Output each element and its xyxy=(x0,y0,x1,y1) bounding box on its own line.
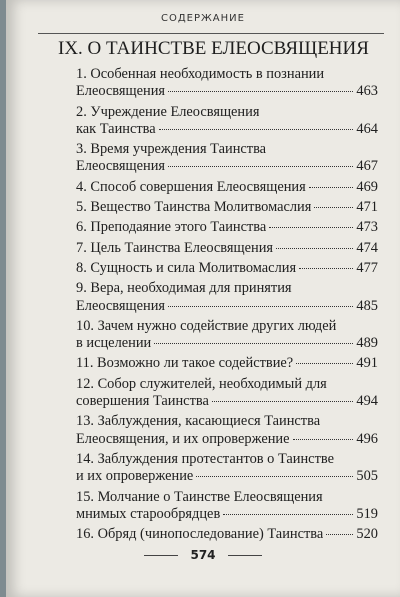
toc-entry-line xyxy=(76,318,378,335)
toc-entry-title: 3. Время учреждения Таинства xyxy=(76,141,267,158)
toc-entry-title-continued: Елеосвящения xyxy=(76,158,166,175)
header-rule xyxy=(38,33,384,34)
toc-entry-line xyxy=(76,179,378,196)
dot-leader xyxy=(154,343,353,344)
toc-entry xyxy=(76,489,378,524)
toc-entry-title: 10. Зачем нужно содействие других людей xyxy=(76,317,337,334)
toc-entry-line xyxy=(76,431,378,448)
toc-entry-line xyxy=(76,526,378,543)
toc-entry-line xyxy=(76,141,378,158)
toc-entry xyxy=(76,526,378,543)
toc-page-number: 464 xyxy=(356,120,378,137)
toc-page-number: 491 xyxy=(356,355,378,372)
dot-leader xyxy=(276,248,353,249)
toc-entry-line xyxy=(76,104,378,121)
toc-entry-line xyxy=(76,393,378,410)
toc-entry xyxy=(76,66,378,101)
toc-entry-title: 2. Учреждение Елеосвящения xyxy=(76,103,260,120)
dot-leader xyxy=(159,129,354,130)
dot-leader xyxy=(314,207,353,208)
toc-entry-line xyxy=(76,335,378,352)
toc-entry-title: 4. Способ совершения Елеосвящения xyxy=(76,178,306,195)
toc-entry-title: 11. Возможно ли такое содействие? xyxy=(76,355,294,372)
toc-entry-title-continued: в исцелении xyxy=(76,335,152,352)
dot-leader xyxy=(296,363,353,364)
toc-entry-title: 12. Собор служителей, необходимый для xyxy=(76,375,327,392)
toc-entry-title: 6. Преподаяние этого Таинства xyxy=(76,219,267,236)
toc-entry-title-continued: Елеосвящения, и их опровержение xyxy=(76,430,290,447)
dot-leader xyxy=(212,401,354,402)
toc-entry xyxy=(76,318,378,353)
toc-entry xyxy=(76,104,378,139)
toc-entry-title: 15. Молчание о Таинстве Елеосвящения xyxy=(76,488,323,505)
toc-entry-title: 9. Вера, необходимая для принятия xyxy=(76,280,292,297)
toc-page-number: 471 xyxy=(356,199,378,216)
section-title: IX. О ТАИНСТВЕ ЕЛЕОСВЯЩЕНИЯ xyxy=(58,38,369,59)
toc-entry xyxy=(76,260,378,277)
toc-entry-line xyxy=(76,489,378,506)
toc-page-number: 505 xyxy=(356,468,378,485)
dot-leader xyxy=(168,91,353,92)
running-head: СОДЕРЖАНИЕ xyxy=(161,13,245,24)
toc-entry-line xyxy=(76,355,378,372)
toc-entry-line xyxy=(76,468,378,485)
toc-entry-title: 16. Обряд (чинопоследование) Таинства xyxy=(76,526,324,543)
toc-entry xyxy=(76,376,378,411)
toc-entry-title-continued: и их опровержение xyxy=(76,468,194,485)
toc-entry-line xyxy=(76,83,378,100)
toc-entry-line xyxy=(76,66,378,83)
toc-entry xyxy=(76,219,378,236)
toc-entry-title-continued: как Таинства xyxy=(76,120,156,137)
dot-leader xyxy=(168,306,353,307)
page-footer xyxy=(6,548,400,562)
toc-entry-title-continued: Елеосвящения xyxy=(76,83,166,100)
toc-entry-title-continued: мнимых старообрядцев xyxy=(76,505,221,522)
toc-entry-line xyxy=(76,280,378,297)
page-number: 574 xyxy=(190,548,216,562)
dot-leader xyxy=(168,166,353,167)
toc-entry-title: 1. Особенная необходимость в познании xyxy=(76,66,325,82)
toc-page-number: 473 xyxy=(356,219,378,236)
dot-leader xyxy=(196,476,353,477)
toc-entry-line xyxy=(76,451,378,468)
folio-dash-left xyxy=(144,555,178,556)
toc-entry-line xyxy=(76,158,378,175)
toc-entry xyxy=(76,451,378,486)
toc-page-number: 477 xyxy=(356,259,378,276)
toc-page-number: 494 xyxy=(356,393,378,410)
dot-leader xyxy=(309,187,354,188)
toc-entry-line xyxy=(76,121,378,138)
toc-entry xyxy=(76,141,378,176)
toc-page-number: 485 xyxy=(356,297,378,314)
toc-entry-line xyxy=(76,219,378,236)
toc-entry-line xyxy=(76,260,378,277)
toc-entry xyxy=(76,413,378,448)
toc-page-number: 469 xyxy=(356,178,378,195)
toc-page-number: 496 xyxy=(356,430,378,447)
toc-entry-line xyxy=(76,376,378,393)
dot-leader xyxy=(299,268,353,269)
dot-leader xyxy=(269,227,353,228)
toc-entry xyxy=(76,199,378,216)
toc-page-number: 463 xyxy=(356,83,378,100)
dot-leader xyxy=(293,439,354,440)
toc-entry xyxy=(76,179,378,196)
book-page xyxy=(6,0,400,597)
toc-entry xyxy=(76,240,378,257)
toc-entry-title: 8. Сущность и сила Молитвомаслия xyxy=(76,259,297,276)
toc-entry-title-continued: совершения Таинства xyxy=(76,393,209,410)
toc-entry-line xyxy=(76,240,378,257)
toc-entry-line xyxy=(76,413,378,430)
table-of-contents xyxy=(76,66,378,546)
toc-page-number: 467 xyxy=(356,158,378,175)
toc-entry xyxy=(76,280,378,315)
toc-entry-title: 5. Вещество Таинства Молитвомаслия xyxy=(76,199,312,216)
toc-entry-line xyxy=(76,506,378,523)
dot-leader xyxy=(223,514,353,515)
toc-page-number: 519 xyxy=(356,505,378,522)
toc-entry-line xyxy=(76,199,378,216)
toc-page-number: 520 xyxy=(356,526,378,543)
toc-page-number: 489 xyxy=(356,335,378,352)
toc-entry xyxy=(76,355,378,372)
toc-entry-title: 13. Заблуждения, касающиеся Таинства xyxy=(76,413,321,430)
toc-page-number: 474 xyxy=(356,239,378,256)
toc-entry-title: 14. Заблуждения протестантов о Таинстве xyxy=(76,450,334,467)
toc-entry-title-continued: Елеосвящения xyxy=(76,297,166,314)
toc-entry-line xyxy=(76,298,378,315)
dot-leader xyxy=(326,534,353,535)
toc-entry-title: 7. Цель Таинства Елеосвящения xyxy=(76,239,274,256)
folio-dash-right xyxy=(228,555,262,556)
